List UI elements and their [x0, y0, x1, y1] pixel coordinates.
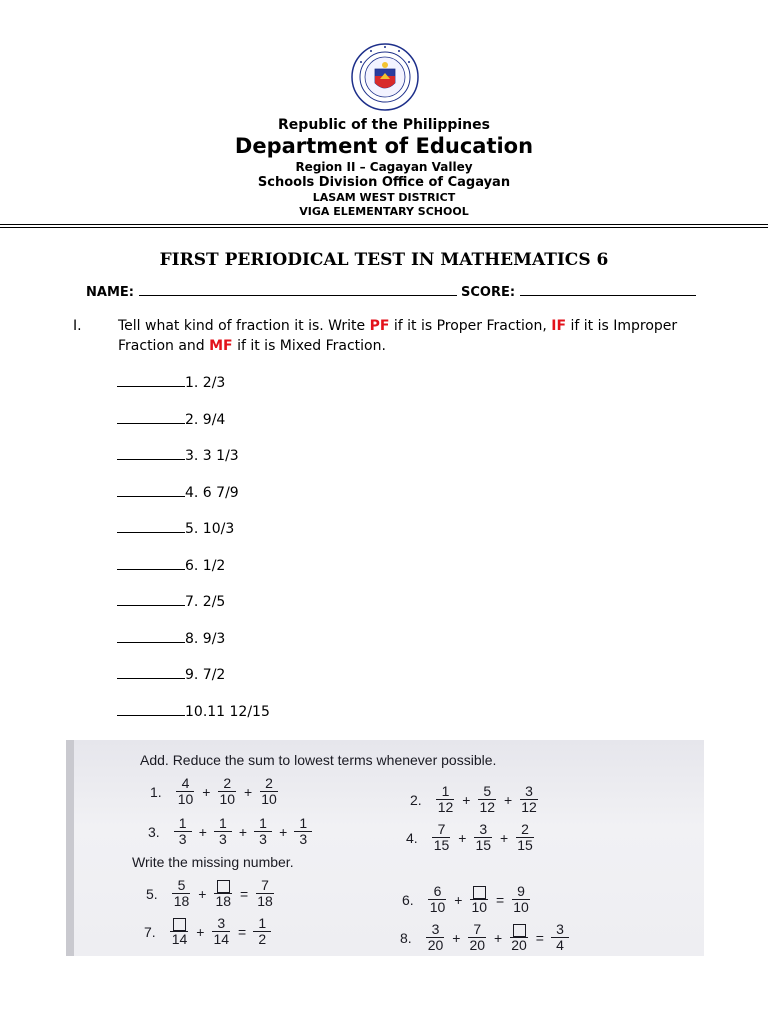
header-divider	[0, 224, 768, 225]
question-item: 8. 9/3	[117, 628, 270, 665]
denominator: 12	[521, 799, 537, 815]
denominator: 18	[215, 893, 232, 909]
answer-blank[interactable]	[117, 372, 185, 387]
test-title: FIRST PERIODICAL TEST IN MATHEMATICS 6	[159, 250, 609, 270]
exercise-5	[146, 878, 277, 909]
fraction	[259, 776, 279, 807]
denominator: 18	[173, 893, 190, 909]
exercise-number: 4.	[406, 829, 418, 846]
fraction	[436, 784, 456, 815]
fraction	[519, 784, 539, 815]
question-item: 3. 3 1/3	[117, 445, 270, 482]
denominator: 15	[475, 837, 492, 853]
fraction	[432, 822, 452, 853]
fraction	[214, 816, 232, 847]
numerator: 3	[520, 784, 538, 800]
denominator: 15	[517, 837, 533, 853]
pf-code: PF	[369, 318, 390, 334]
fraction	[294, 816, 312, 847]
exercise-heading-missing: Write the missing number.	[132, 854, 294, 870]
exercise-1	[150, 776, 281, 807]
operator: +	[196, 923, 205, 940]
operator: +	[504, 791, 513, 808]
exercise-heading-add: Add. Reduce the sum to lowest terms whenever possible.	[140, 752, 497, 768]
operator: +	[238, 823, 248, 840]
exercise-6	[402, 884, 533, 915]
exercise-8	[400, 922, 571, 953]
answer-blank[interactable]	[117, 409, 185, 424]
deped-seal-logo	[351, 43, 419, 111]
denominator: 3	[218, 831, 227, 847]
answer-blank[interactable]	[117, 628, 185, 643]
answer-blank[interactable]	[117, 445, 185, 460]
fraction	[211, 916, 231, 947]
numerator: 3	[551, 922, 569, 938]
numerator: 3	[212, 916, 230, 932]
operator: +	[500, 829, 509, 846]
answer-blank[interactable]	[117, 482, 185, 497]
denominator: 3	[259, 831, 267, 847]
numerator: 5	[478, 784, 496, 800]
operator: =	[535, 929, 544, 946]
denominator: 14	[213, 931, 230, 947]
numerator: 1	[254, 816, 272, 832]
fraction	[254, 816, 272, 847]
operator: +	[494, 929, 503, 946]
exercise-number: 5.	[146, 885, 158, 902]
fraction	[515, 822, 535, 853]
fraction	[473, 822, 493, 853]
question-item: 9. 7/2	[117, 664, 270, 701]
operator: =	[496, 891, 505, 908]
school-line: VIGA ELEMENTARY SCHOOL	[299, 205, 469, 218]
question-item: 10.11 12/15	[117, 701, 270, 738]
operator: +	[279, 823, 288, 840]
instruction-text: Tell what kind of fraction it is. Write PF if it is Proper Fraction, IF if it is Improper Fraction and MF if it is Mixed Fraction.	[118, 318, 678, 354]
name-score-row	[86, 283, 696, 300]
question-item: 5. 10/3	[117, 518, 270, 555]
score-label: SCORE:	[461, 285, 516, 300]
answer-blank[interactable]	[117, 555, 185, 570]
missing-number-box	[473, 886, 486, 899]
numerator: 2	[218, 776, 236, 792]
scanned-exercise-image	[66, 740, 704, 956]
answer-blank[interactable]	[117, 701, 185, 716]
question-item: 1. 2/3	[117, 372, 270, 409]
missing-number-box	[217, 880, 230, 893]
name-label: NAME:	[86, 285, 134, 300]
fraction	[172, 878, 192, 909]
numerator	[470, 884, 488, 900]
region-line: Region II – Cagayan Valley	[295, 160, 473, 174]
denominator: 10	[219, 791, 236, 807]
operator: +	[458, 829, 467, 846]
scan-edge	[66, 740, 74, 956]
exercise-4	[406, 822, 537, 853]
denominator: 10	[513, 899, 529, 915]
question-item: 6. 1/2	[117, 555, 270, 592]
fraction	[174, 816, 192, 847]
department-title: Department of Education	[234, 134, 534, 158]
answer-blank[interactable]	[117, 664, 185, 679]
division-line: Schools Division Office of Cagayan	[257, 175, 511, 190]
question-list	[117, 372, 270, 737]
exercise-3	[148, 816, 314, 847]
operator: +	[198, 823, 207, 840]
denominator: 10	[177, 791, 194, 807]
denominator: 18	[257, 893, 273, 909]
denominator: 20	[427, 937, 444, 953]
section-number: I.	[73, 318, 82, 334]
numerator: 3	[474, 822, 492, 838]
numerator	[510, 922, 528, 938]
denominator: 3	[178, 831, 187, 847]
numerator: 5	[172, 878, 190, 894]
district-line: LASAM WEST DISTRICT	[312, 191, 456, 204]
numerator: 9	[512, 884, 530, 900]
question-item: 7. 2/5	[117, 591, 270, 628]
exercise-number: 3.	[148, 823, 160, 840]
exercise-2	[410, 784, 541, 815]
denominator: 3	[299, 831, 308, 847]
numerator: 2	[260, 776, 278, 792]
operator: +	[454, 891, 463, 908]
header-divider-thin	[0, 227, 768, 228]
denominator: 2	[258, 931, 267, 947]
name-field[interactable]	[139, 283, 457, 296]
exercise-number: 8.	[400, 929, 412, 946]
fraction	[511, 884, 531, 915]
numerator	[214, 878, 232, 894]
numerator: 1	[253, 916, 271, 932]
numerator	[170, 916, 188, 932]
operator: +	[452, 929, 461, 946]
denominator: 10	[429, 899, 446, 915]
operator: +	[202, 783, 211, 800]
fraction	[467, 922, 487, 953]
denominator: 20	[511, 937, 527, 953]
fraction	[477, 784, 497, 815]
answer-blank[interactable]	[117, 518, 185, 533]
fraction	[217, 776, 237, 807]
fraction	[509, 922, 529, 953]
fraction	[213, 878, 233, 909]
answer-blank[interactable]	[117, 591, 185, 606]
numerator: 3	[426, 922, 444, 938]
numerator: 7	[468, 922, 486, 938]
denominator: 10	[471, 899, 488, 915]
fraction	[176, 776, 196, 807]
exercise-number: 7.	[144, 923, 156, 940]
fraction	[428, 884, 448, 915]
operator: +	[244, 783, 253, 800]
exercise-number: 1.	[150, 783, 162, 800]
exercise-7	[144, 916, 273, 947]
question-item: 2. 9/4	[117, 409, 270, 446]
denominator: 12	[479, 799, 496, 815]
if-code: IF	[551, 318, 567, 334]
denominator: 10	[261, 791, 277, 807]
mf-code: MF	[209, 338, 233, 354]
numerator: 1	[174, 816, 192, 832]
exercise-number: 2.	[410, 791, 422, 808]
denominator: 15	[433, 837, 450, 853]
exercise-number: 6.	[402, 891, 414, 908]
operator: +	[198, 885, 207, 902]
operator: +	[462, 791, 471, 808]
numerator: 2	[516, 822, 534, 838]
denominator: 4	[556, 937, 564, 953]
numerator: 7	[256, 878, 274, 894]
operator: =	[240, 885, 249, 902]
score-field[interactable]	[520, 283, 696, 296]
numerator: 6	[428, 884, 446, 900]
fraction	[551, 922, 569, 953]
question-item: 4. 6 7/9	[117, 482, 270, 519]
numerator: 1	[436, 784, 454, 800]
denominator: 20	[469, 937, 486, 953]
numerator: 1	[294, 816, 312, 832]
denominator: 12	[437, 799, 454, 815]
denominator: 14	[171, 931, 188, 947]
numerator: 7	[432, 822, 450, 838]
missing-number-box	[173, 918, 186, 931]
numerator: 4	[176, 776, 194, 792]
fraction	[255, 878, 275, 909]
numerator: 1	[214, 816, 232, 832]
fraction	[426, 922, 446, 953]
republic-line: Republic of the Philippines	[278, 117, 490, 133]
instruction	[73, 316, 693, 356]
missing-number-box	[513, 924, 526, 937]
fraction	[469, 884, 489, 915]
operator: =	[238, 923, 247, 940]
fraction	[253, 916, 271, 947]
fraction	[170, 916, 190, 947]
